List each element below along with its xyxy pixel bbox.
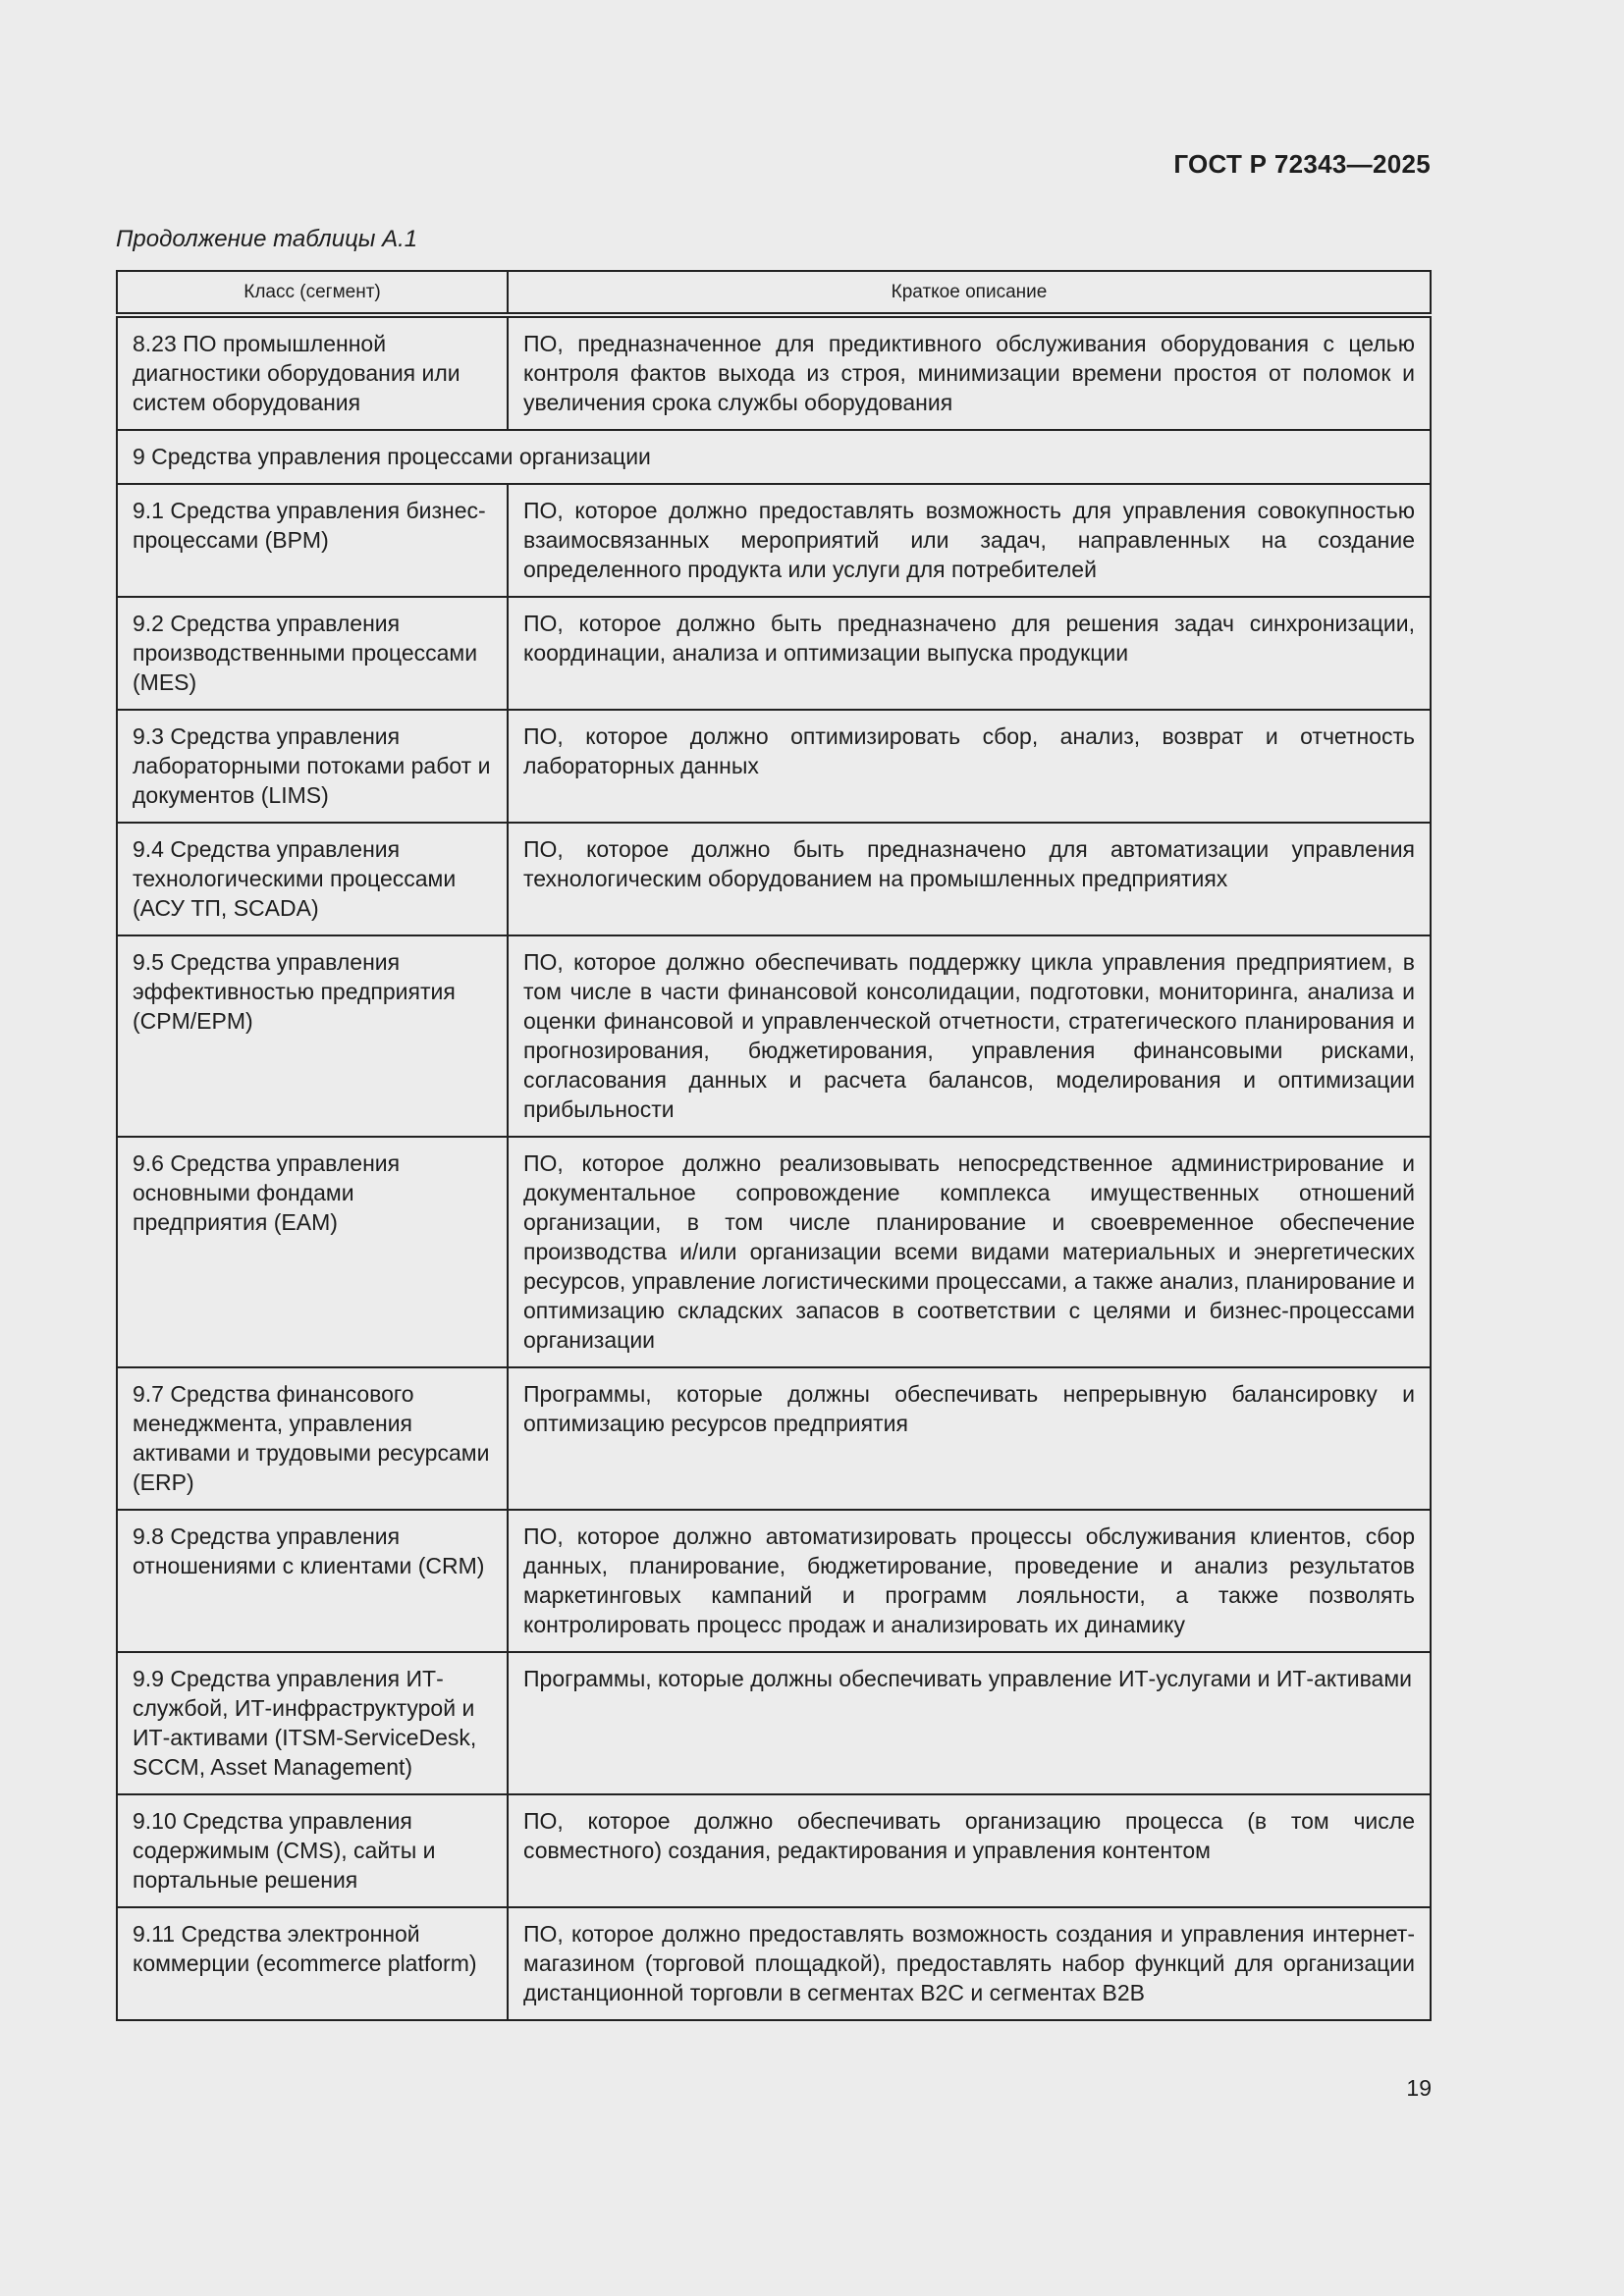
description-cell: ПО, которое должно обеспечивать поддержку цикла управления предприятием, в том числе в части финансовой консолидации, подготовки, мониторинга, анализа и оценки финансовой и управленческой отчетности, стратегического планирования и прогнозирования, бюджетирования, управления финансовыми рисками, согласования данных и расчета балансов, моделирования и оптимизации прибыльности <box>508 935 1431 1137</box>
table-row <box>117 823 1431 935</box>
table-row <box>117 1137 1431 1367</box>
description-cell: Программы, которые должны обеспечивать непрерывную балансировку и оптимизацию ресурсов предприятия <box>508 1367 1431 1510</box>
section-title: 9 Средства управления процессами организации <box>117 430 1431 484</box>
description-cell: ПО, которое должно автоматизировать процессы обслуживания клиентов, сбор данных, планирование, бюджетирование, проведение и анализ результатов маркетинговых кампаний и программ лояльности, а также позволять контролировать процесс продаж и анализировать их динамику <box>508 1510 1431 1652</box>
class-cell: 9.3 Средства управления лабораторными потоками работ и документов (LIMS) <box>117 710 508 823</box>
table-header-row <box>117 271 1431 315</box>
table-row <box>117 484 1431 597</box>
class-cell: 9.11 Средства электронной коммерции (ecommerce platform) <box>117 1907 508 2020</box>
section-row <box>117 430 1431 484</box>
class-cell: 9.10 Средства управления содержимым (CMS), сайты и портальные решения <box>117 1794 508 1907</box>
classification-table <box>116 270 1432 2021</box>
table-body <box>117 315 1431 2020</box>
page-number: 19 <box>1406 2075 1432 2101</box>
standard-code: ГОСТ Р 72343—2025 <box>1173 149 1431 179</box>
class-cell: 9.2 Средства управления производственными процессами (MES) <box>117 597 508 710</box>
description-cell: ПО, которое должно оптимизировать сбор, анализ, возврат и отчетность лабораторных данных <box>508 710 1431 823</box>
description-cell: Программы, которые должны обеспечивать управление ИТ-услугами и ИТ-активами <box>508 1652 1431 1794</box>
description-cell: ПО, которое должно предоставлять возможность для управления совокупностью взаимосвязанных мероприятий или задач, направленных на создание определенного продукта или услуги для потребителей <box>508 484 1431 597</box>
description-cell: ПО, которое должно предоставлять возможность создания и управления интернет-магазином (торговой площадкой), предоставлять набор функций для организации дистанционной торговли в сегментах B2C и сегментах B2B <box>508 1907 1431 2020</box>
class-cell: 9.7 Средства финансового менеджмента, управления активами и трудовыми ресурсами (ERP) <box>117 1367 508 1510</box>
table-row <box>117 597 1431 710</box>
description-cell: ПО, которое должно обеспечивать организацию процесса (в том числе совместного) создания, редактирования и управления контентом <box>508 1794 1431 1907</box>
table-row <box>117 1510 1431 1652</box>
description-cell: ПО, которое должно быть предназначено для автоматизации управления технологическим оборудованием на промышленных предприятиях <box>508 823 1431 935</box>
class-cell: 9.9 Средства управления ИТ-службой, ИТ-инфраструктурой и ИТ-активами (ITSM-ServiceDesk, SCCM, Asset Management) <box>117 1652 508 1794</box>
class-cell: 9.8 Средства управления отношениями с клиентами (CRM) <box>117 1510 508 1652</box>
table-row <box>117 315 1431 430</box>
column-header-description: Краткое описание <box>508 271 1431 315</box>
class-cell: 8.23 ПО промышленной диагностики оборудования или систем оборудования <box>117 315 508 430</box>
column-header-class: Класс (сегмент) <box>117 271 508 315</box>
description-cell: ПО, которое должно реализовывать непосредственное администрирование и документальное сопровождение комплекса имущественных отношений организации, в том числе планирование и своевременное обеспечение производства и/или организации всеми видами материальных и энергетических ресурсов, управление логистическими процессами, а также анализ, планирование и оптимизацию складских запасов в соответствии с целями и бизнес-процессами организации <box>508 1137 1431 1367</box>
table-row <box>117 935 1431 1137</box>
class-cell: 9.6 Средства управления основными фондами предприятия (EAM) <box>117 1137 508 1367</box>
table-row <box>117 710 1431 823</box>
class-cell: 9.4 Средства управления технологическими процессами (АСУ ТП, SCADA) <box>117 823 508 935</box>
table-caption: Продолжение таблицы А.1 <box>116 226 418 252</box>
class-cell: 9.5 Средства управления эффективностью предприятия (CPM/EPM) <box>117 935 508 1137</box>
class-cell: 9.1 Средства управления бизнес-процессами (BPM) <box>117 484 508 597</box>
table-row <box>117 1907 1431 2020</box>
table-row <box>117 1794 1431 1907</box>
table-row <box>117 1367 1431 1510</box>
description-cell: ПО, предназначенное для предиктивного обслуживания оборудования с целью контроля фактов выхода из строя, минимизации времени простоя от поломок и увеличения срока службы оборудования <box>508 315 1431 430</box>
description-cell: ПО, которое должно быть предназначено для решения задач синхронизации, координации, анализа и оптимизации выпуска продукции <box>508 597 1431 710</box>
table-row <box>117 1652 1431 1794</box>
